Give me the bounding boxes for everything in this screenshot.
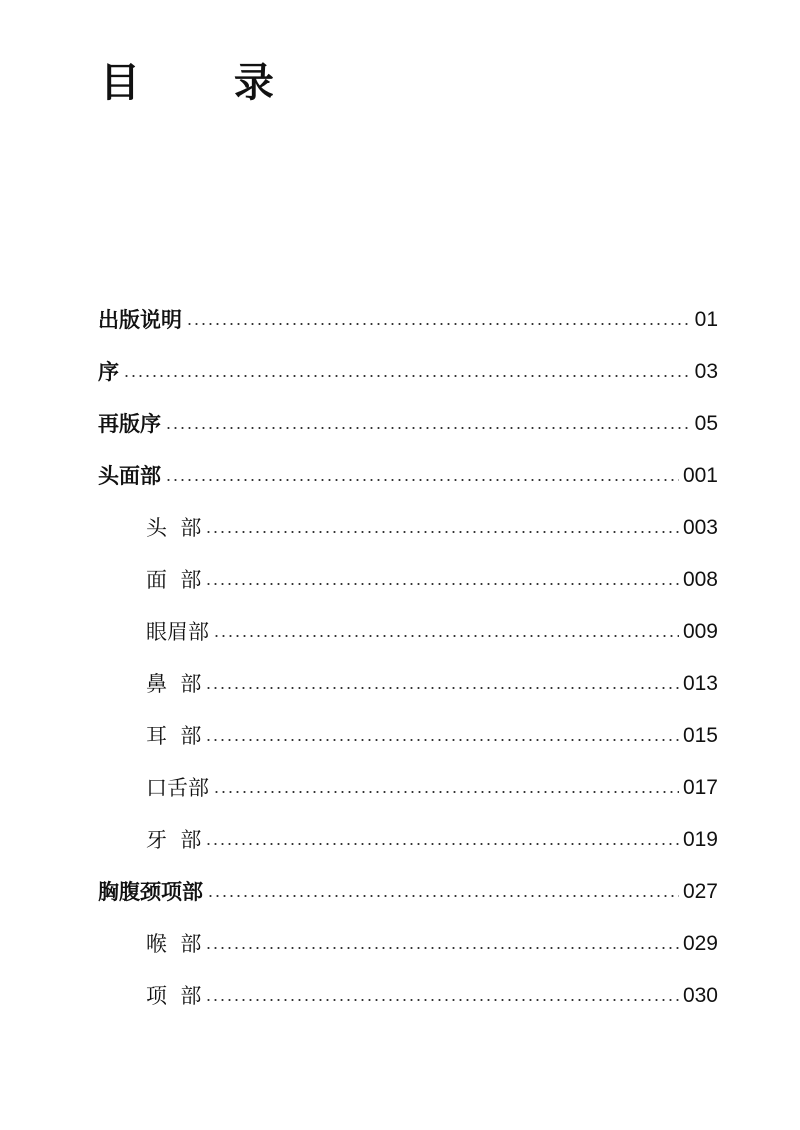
toc-entry[interactable] [98,352,718,392]
dot-leader [186,323,691,325]
toc-entry-page: 030 [682,984,718,1007]
toc-entry-page: 027 [682,880,718,903]
toc-entry-title: 序 [98,360,119,384]
toc-entry[interactable] [146,976,718,1016]
toc-entry[interactable] [146,560,718,600]
toc-entry-page: 009 [682,620,718,643]
toc-entry[interactable] [146,664,718,704]
toc-entry-title: 口舌部 [146,776,209,800]
toc-entry[interactable] [146,716,718,756]
dot-leader [165,427,691,429]
dot-leader [213,791,679,793]
toc-entry-page: 003 [682,516,718,539]
dot-leader [205,583,679,585]
toc-entry-title: 胸腹颈项部 [98,880,203,904]
toc-entry-title: 眼眉部 [146,620,209,644]
toc-entry-title: 喉 部 [146,932,202,956]
toc-entry-page: 015 [682,724,718,747]
toc-entry-page: 017 [682,776,718,799]
toc-entry-title: 面 部 [146,568,202,592]
dot-leader [207,895,679,897]
toc-entry[interactable] [98,456,718,496]
toc-entry-page: 008 [682,568,718,591]
toc-entry[interactable] [98,872,718,912]
toc-entry[interactable] [98,404,718,444]
toc-entry[interactable] [146,508,718,548]
dot-leader [205,999,679,1001]
dot-leader [205,843,679,845]
toc-entry-page: 01 [694,308,718,331]
dot-leader [165,479,679,481]
dot-leader [123,375,691,377]
toc-entry-page: 03 [694,360,718,383]
toc-entry-title: 头 部 [146,516,202,540]
toc-entry[interactable] [146,820,718,860]
toc-entry-page: 05 [694,412,718,435]
toc-entry-page: 019 [682,828,718,851]
toc-entry-title: 鼻 部 [146,672,202,696]
toc-entry-page: 001 [682,464,718,487]
dot-leader [213,635,679,637]
toc-entry-page: 029 [682,932,718,955]
toc-entry-title: 出版说明 [98,308,182,332]
toc-entry-title: 耳 部 [146,724,202,748]
toc-entry-title: 再版序 [98,412,161,436]
page-title: 目 录 [100,59,314,106]
toc-entry[interactable] [146,768,718,808]
toc-entry-title: 牙 部 [146,828,202,852]
toc-entry-page: 013 [682,672,718,695]
dot-leader [205,687,679,689]
toc-entry[interactable] [98,300,718,340]
dot-leader [205,947,679,949]
dot-leader [205,739,679,741]
toc-entry[interactable] [146,924,718,964]
toc-entry-title: 头面部 [98,464,161,488]
dot-leader [205,531,679,533]
toc-entry-title: 项 部 [146,984,202,1008]
toc-entry[interactable] [146,612,718,652]
